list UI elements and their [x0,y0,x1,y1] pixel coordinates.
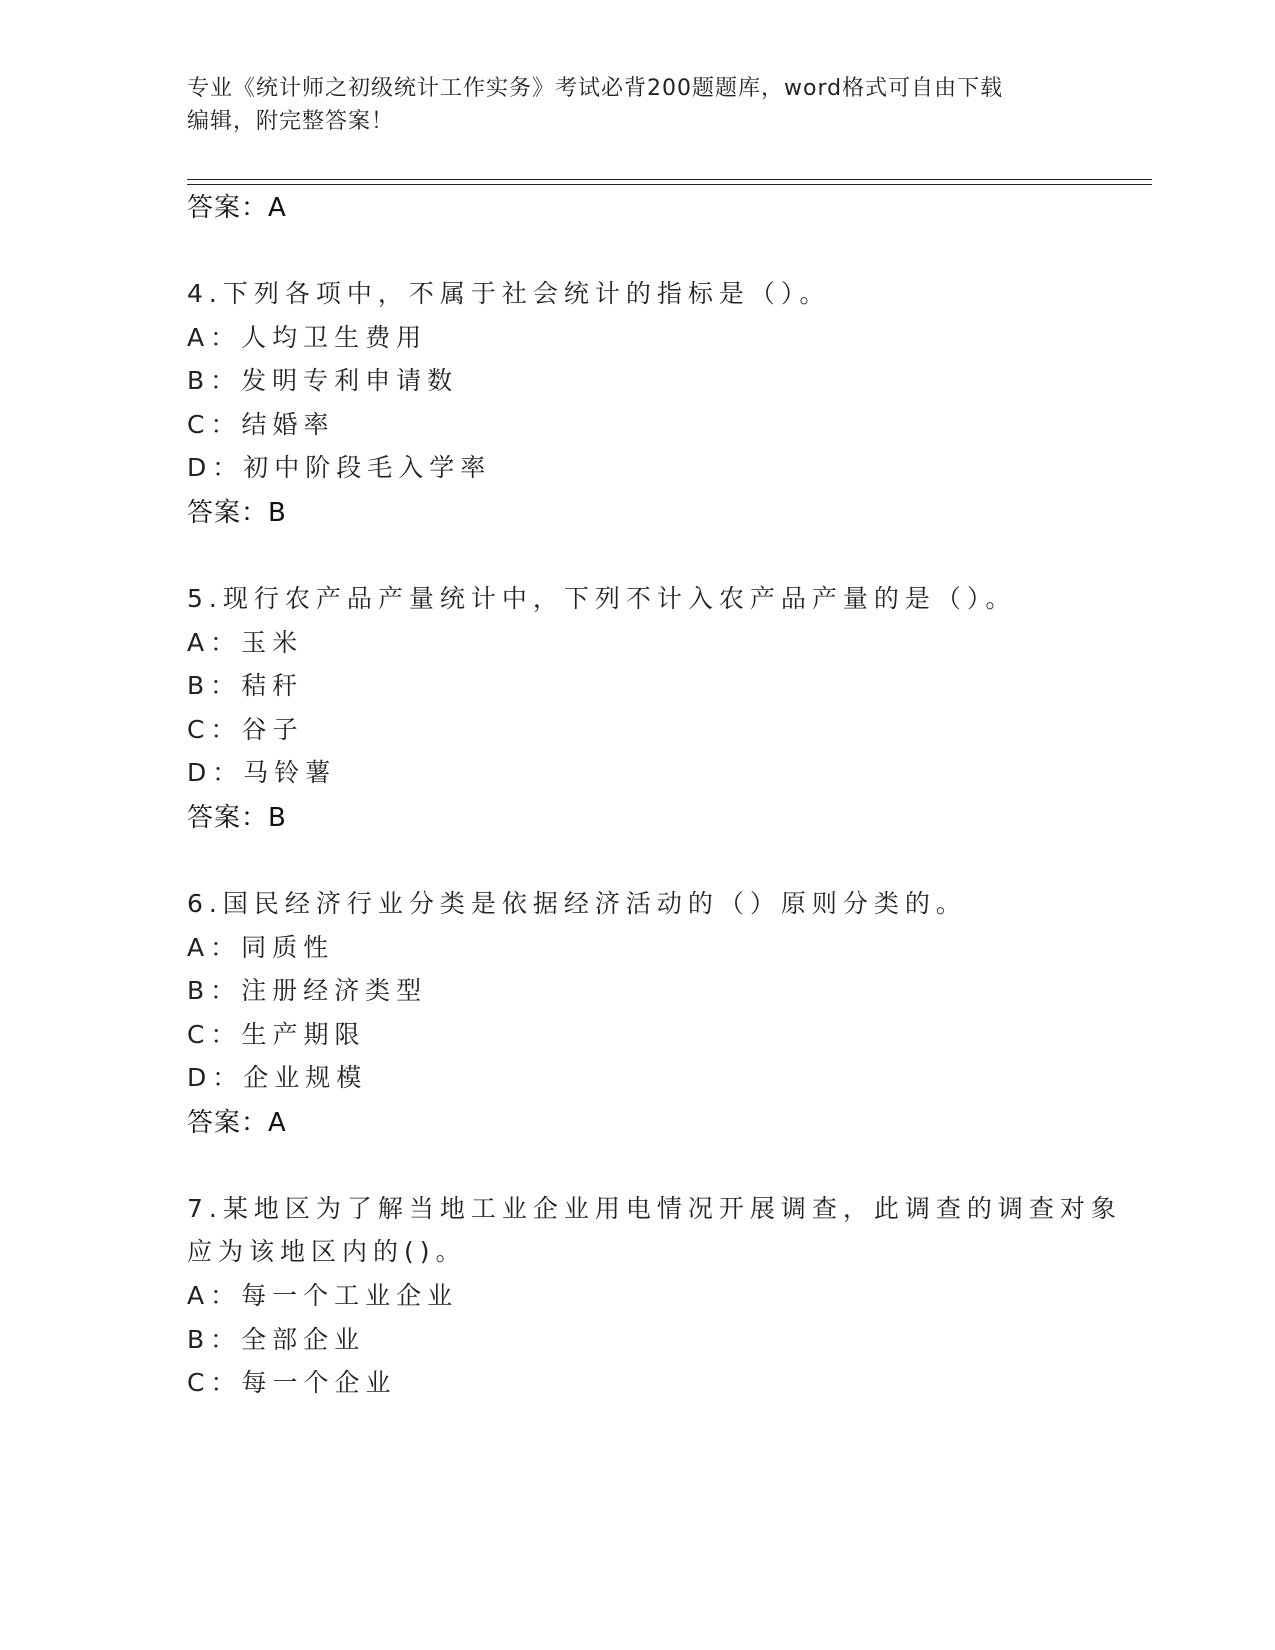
document-header [187,72,1067,138]
option-b: B：秸秆 [187,671,304,700]
option-d: D：企业规模 [187,1063,368,1092]
question-stem-continued: 应为该地区内的()。 [187,1237,467,1266]
option-b: B：全部企业 [187,1325,366,1354]
option-d: D：马铃薯 [187,758,337,787]
answer-label: 答案：B [187,803,287,833]
option-c: C：每一个企业 [187,1368,397,1397]
answer-label: 答案：A [187,1108,287,1138]
question-stem: 5.现行农产品产量统计中，下列不计入农产品产量的是（）。 [187,584,1017,613]
answer-label: 答案：B [187,498,287,528]
header-divider-top [187,179,1152,180]
answer-label: 答案：A [187,193,287,223]
question-stem: 7.某地区为了解当地工业企业用电情况开展调查，此调查的调查对象 [187,1194,1122,1223]
option-a: A：每一个工业企业 [187,1281,459,1310]
header-line-1: 专业《统计师之初级统计工作实务》考试必背200题题库，word格式可自由下载 [187,76,1004,101]
option-a: A：同质性 [187,933,335,962]
question-stem: 4.下列各项中，不属于社会统计的指标是（）。 [187,279,831,308]
option-d: D：初中阶段毛入学率 [187,453,492,482]
option-c: C：生产期限 [187,1020,366,1049]
option-c: C：谷子 [187,715,304,744]
option-b: B：注册经济类型 [187,976,428,1005]
option-c: C：结婚率 [187,410,335,439]
option-a: A：玉米 [187,628,304,657]
header-line-2: 编辑，附完整答案！ [187,109,395,134]
question-stem: 6.国民经济行业分类是依据经济活动的（）原则分类的。 [187,889,967,918]
option-a: A：人均卫生费用 [187,323,428,352]
header-divider-bottom [187,184,1152,185]
option-b: B：发明专利申请数 [187,366,459,395]
